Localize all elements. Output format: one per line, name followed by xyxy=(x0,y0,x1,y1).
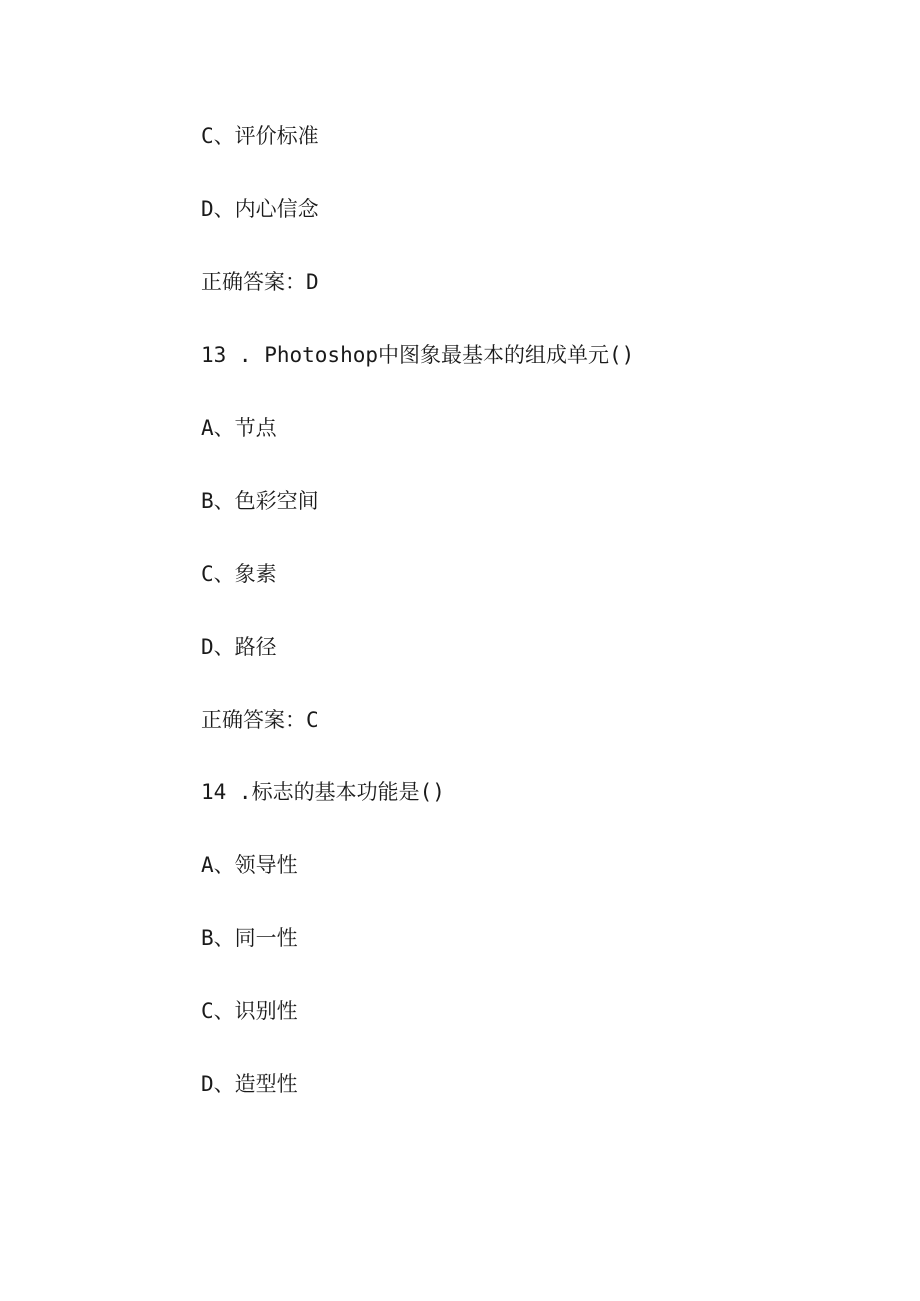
q14-option-b: B、同一性 xyxy=(201,926,298,950)
q13-option-c: C、象素 xyxy=(201,562,277,586)
q13-option-a: A、节点 xyxy=(201,416,277,440)
q13-question: 13 . Photoshop中图象最基本的组成单元() xyxy=(201,343,635,367)
q14-question: 14 .标志的基本功能是() xyxy=(201,780,445,804)
q13-option-d: D、路径 xyxy=(201,635,277,659)
q13-answer: 正确答案：C xyxy=(201,708,319,732)
q12-option-c: C、评价标准 xyxy=(201,124,319,148)
q14-option-c: C、识别性 xyxy=(201,999,298,1023)
q12-answer: 正确答案：D xyxy=(201,270,319,294)
q14-option-d: D、造型性 xyxy=(201,1072,298,1096)
q13-option-b: B、色彩空间 xyxy=(201,489,319,513)
q12-option-d: D、内心信念 xyxy=(201,197,319,221)
q14-option-a: A、领导性 xyxy=(201,853,298,877)
